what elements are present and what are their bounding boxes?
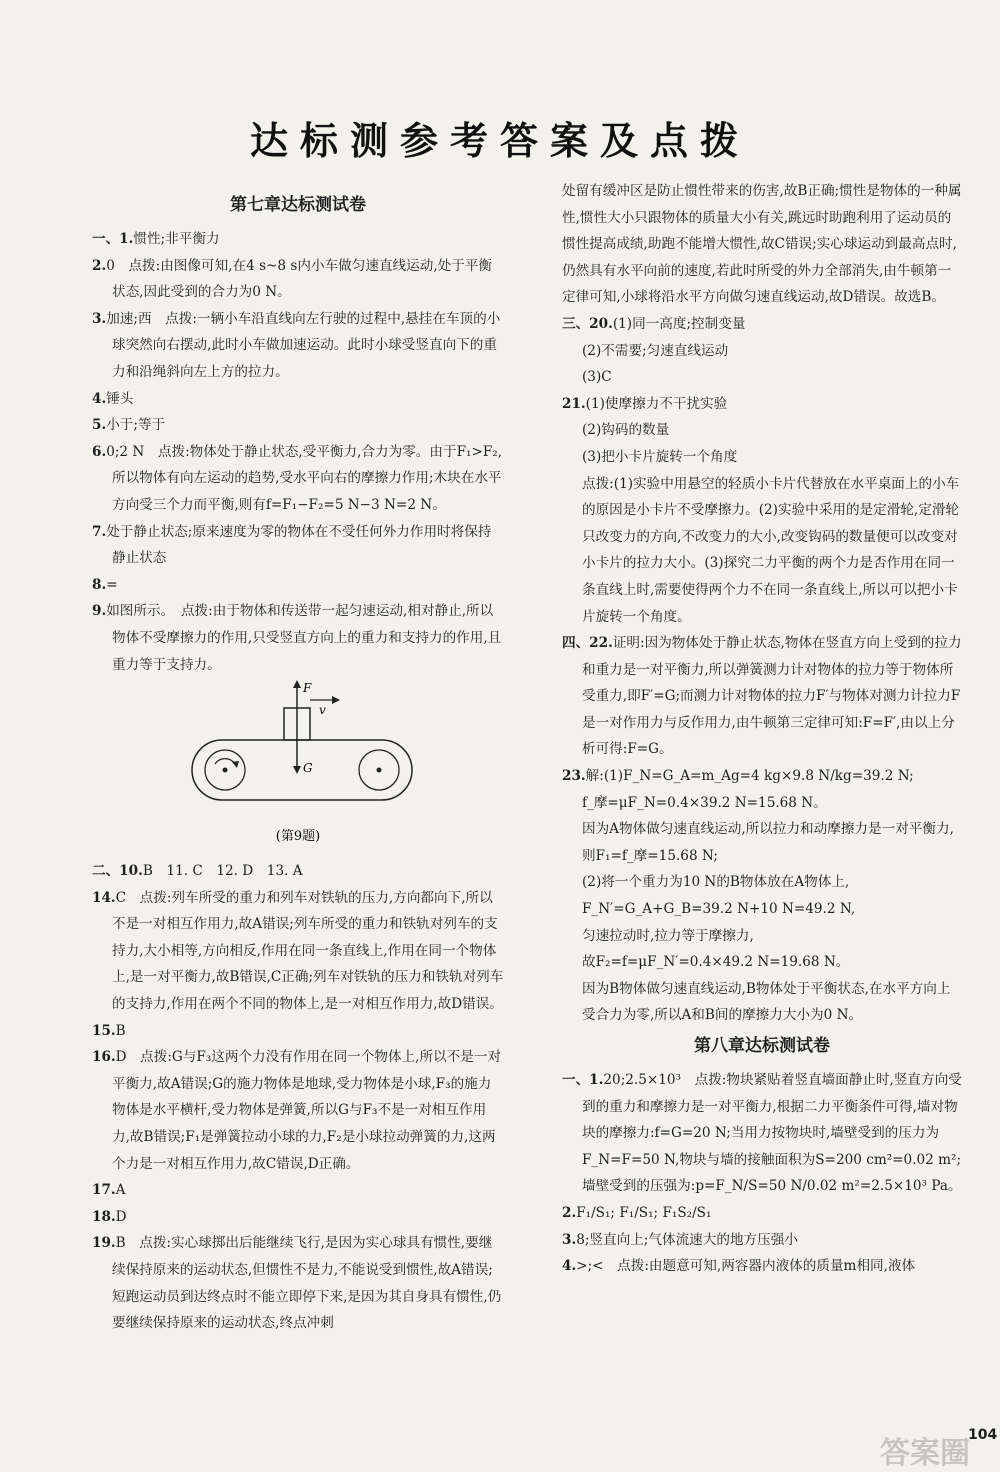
ch8-answer-item-text: F₁/S₁; F₁/S₁; F₁S₂/S₁ [576,1204,712,1221]
ch7-answer-item-text: 惯性;非平衡力 [133,231,220,247]
q23-line4: (2)将一个重力为10 N的B物体放在A物体上, [582,874,850,891]
figure-conveyor-belt [92,678,504,858]
q23-number: 23. [562,768,586,785]
ch7-answer-item [92,1204,504,1231]
ch7-answer-item [92,1018,504,1045]
section-title-ch7: 第七章达标测试卷 [230,195,366,215]
ch7-answer-item-number: 6. [92,443,107,460]
page-title: 达标测参考答案及点拨 [249,119,750,163]
ch7-answer-item [92,253,504,306]
roller-right-axle [377,768,382,773]
q23-line5: F_N′=G_A+G_B=39.2 N+10 N=49.2 N, [582,901,856,918]
label-g: G [303,761,313,776]
section-title-ch8: 第八章达标测试卷 [694,1036,830,1056]
ch7-answer-item-number: 9. [92,603,107,620]
ch7-answer-item [92,226,504,253]
ch7-answer-item-text: 加速;西 点拨:一辆小车沿直线向左行驶的过程中,悬挂在车顶的小球突然向右摆动,此时小车做加速运动。此时小球受竖直向下的重力和沿绳斜向左上方的拉力。 [106,310,501,380]
ch7-answer-item [92,412,504,439]
ch7-answer-item-text: B 11. C 12. D 13. A [142,863,303,880]
ch7-answer-item-text: D 点拨:G与F₃这两个力没有作用在同一个物体上,所以不是一对平衡力,故A错误;G的施力物体是地球,受力物体是小球,F₃的施力物体是水平横杆,受力物体是弹簧,所以G与F₃不是一对相互作用力,故B错误;F₁是弹簧拉动小球的力,F₂是小球拉动弹簧的力,这两个力是一对相互作用力,故C错误,D正确。 [112,1049,502,1172]
right-column [562,178,962,1280]
q21 [562,391,962,418]
ch7-answer-item-number: 2. [92,257,107,274]
ch7-answer-item [92,519,504,572]
ch7-answer-item-text: 处于静止状态;原来速度为零的物体在不受任何外力作用时将保持静止状态 [106,523,492,567]
ch7-answer-item [92,885,504,1018]
ch7-answer-item-text: = [106,576,118,593]
q21-number: 21. [562,395,586,412]
ch7-answer-item [92,386,504,413]
answer-list-ch7-part2 [92,858,504,1337]
rotation-arrow-icon [215,759,235,764]
answer-list-ch8 [562,1067,962,1280]
q23 [562,763,962,790]
force-f-arrowhead [293,680,301,688]
ch7-answer-item-text: C 点拨:列车所受的重力和列车对铁轨的压力,方向都向下,所以不是一对相互作用力,故A错误;列车所受的重力和铁轨对列车的支持力,大小相等,方向相反,作用在同一条直线上,作用在同一个物体上,是一对平衡力,故B错误,C正确;列车对铁轨的压力和铁轨对列车的支持力,作用在两个不同的物体上,是一对相互作用力,故D错误。 [112,889,504,1013]
ch8-answer-item [562,1067,962,1200]
q21-part3: (3)把小卡片旋转一个角度 [582,448,738,465]
q22-text: 证明:因为物体处于静止状态,物体在竖直方向上受到的拉力和重力是一对平衡力,所以弹簧测力计对物体的拉力等于物体所受重力,即F′=G;而测力计对物体的拉力F′与物体对测力计拉力F是一对作用力与反作用力,由牛顿第三定律可知:F=F′,由以上分析可得:F=G。 [582,635,962,758]
ch8-answer-item-number: 3. [562,1231,577,1248]
ch7-answer-item [92,858,504,885]
ch7-answer-item-text: 锤头 [106,390,134,407]
ch7-answer-item-text: D [115,1208,127,1225]
ch8-answer-item-text: 8;竖直向上;气体流速大的地方压强小 [576,1231,798,1248]
ch7-answer-item-text: B 点拨:实心球掷出后能继续飞行,是因为实心球具有惯性,要继续保持原来的运动状态,但惯性不是力,不能说受到惯性,故A错误;短跑运动员到达终点时不能立即停下来,是因为其自身具有惯性,仍要继续保持原来的运动状态,终点冲刺 [112,1235,502,1332]
q23-line1: 解:(1)F_N=G_A=m_Ag=4 kg×9.8 N/kg=39.2 N; [585,768,914,785]
ch8-answer-item-text: 20;2.5×10³ 点拨:物块紧贴着竖直墙面静止时,竖直方向受到的重力和摩擦力是一对平衡力,根据二力平衡条件可得,墙对物块的摩擦力:f=G=20 N;当用力按物块时,墙壁受到的压力为F_N=F=50 N,物块与墙的接触面积为S=200 cm²=0.02 m²;墙壁受到的压强为:p=F_N/S=50 N/0.02 m²=2.5×10³ Pa。 [582,1072,962,1195]
q21-note: 点拨:(1)实验中用悬空的轻质小卡片代替放在水平桌面上的小车的原因是小卡片不受摩擦力。(2)实验中采用的是定滑轮,定滑轮只改变力的方向,不改变力的大小,改变钩码的数量便可以改变对小卡片的拉力大小。(3)探究二力平衡的两个力是否作用在同一条直线上时,需要使得两个力不在同一条直线上,所以可以把小卡片旋转一个角度。 [582,475,960,625]
ch7-answer-item-text: B [115,1022,126,1039]
q20-part3: (3)C [582,369,612,386]
ch7-answer-item-number: 18. [92,1208,116,1225]
q22 [562,630,962,763]
rotation-arrowhead-icon [232,761,239,768]
ch8-answer-item-number: 2. [562,1204,577,1221]
conveyor-diagram [92,678,504,858]
ch7-answer-item-number: 16. [92,1049,116,1066]
force-g-arrowhead [293,766,301,774]
ch7-answer-item-number: 15. [92,1022,116,1039]
ch7-answer-item-number: 一、1. [92,231,134,247]
q22-number: 四、22. [562,635,613,652]
q20-part2: (2)不需要;匀速直线运动 [582,342,729,359]
q20 [562,311,962,338]
ch7-answer-item-number: 14. [92,889,116,906]
q20-number: 三、20. [562,315,613,332]
ch7-answer-item [92,572,504,599]
q23-line8: 因为B物体做匀速直线运动,B物体处于平衡状态,在水平方向上受合力为零,所以A和B间的摩擦力大小为0 N。 [582,980,951,1024]
ch7-answer-item-text: A [115,1182,126,1199]
q23-line7: 故F₂=f=μF_N′=0.4×49.2 N=19.68 N。 [582,954,850,971]
q20-part1: (1)同一高度;控制变量 [612,315,746,332]
q21-part2: (2)钩码的数量 [582,422,670,439]
ch7-answer-item-text: 如图所示。 点拨:由于物体和传送带一起匀速运动,相对静止,所以物体不受摩擦力的作用,只受竖直方向上的重力和支持力的作用,且重力等于支持力。 [106,603,502,673]
ch8-answer-item-text: >;< 点拨:由题意可知,两容器内液体的质量m相同,液体 [576,1258,916,1275]
ch7-answer-item [92,306,504,386]
ch8-answer-item-number: 4. [562,1258,577,1275]
q23-line6: 匀速拉动时,拉力等于摩擦力, [582,927,754,944]
belt-right-arc [382,740,412,800]
ch7-answer-item-number: 二、10. [92,863,143,880]
label-f: F [303,681,312,696]
ch7-answer-item [92,1177,504,1204]
q21-part1: (1)使摩擦力不干扰实验 [585,395,728,412]
answer-list-ch7-part1 [92,226,504,678]
ch8-answer-item [562,1253,962,1280]
velocity-arrowhead [332,696,340,704]
ch7-answer-item [92,1230,504,1336]
ch7-answer-item-number: 17. [92,1182,116,1199]
ch8-answer-item-number: 一、1. [562,1072,604,1088]
ch8-answer-item [562,1227,962,1254]
figure-caption: (第9题) [275,829,321,845]
ch7-answer-item-number: 5. [92,417,107,434]
page-number: 104 [968,1427,998,1443]
ch7-answer-item-text: 小于;等于 [106,417,166,434]
ch7-answer-item [92,439,504,519]
q23-line2: f_摩=μF_N=0.4×39.2 N=15.68 N。 [582,794,827,811]
ch7-answer-item-number: 19. [92,1235,116,1252]
ch7-answer-item-number: 4. [92,390,107,407]
ch7-answer-item-number: 8. [92,576,107,593]
ch7-answer-item-number: 7. [92,523,107,540]
q19-continuation: 处留有缓冲区是防止惯性带来的伤害,故B正确;惯性是物体的一种属性,惯性大小只跟物体的质量大小有关,跳远时助跑利用了运动员的惯性提高成绩,助跑不能增大惯性,故C错误;实心球运动到最高点时,仍然具有水平向前的速度,若此时所受的外力全部消失,由牛顿第一定律可知,小球将沿水平方向做匀速直线运动,故D错误。故选B。 [562,183,962,306]
ch8-answer-item [562,1200,962,1227]
ch7-answer-item-text: 0 点拨:由图像可知,在4 s~8 s内小车做匀速直线运动,处于平衡状态,因此受到的合力为0 N。 [106,257,493,301]
ch7-answer-item [92,1044,504,1177]
roller-left-axle [223,768,228,773]
ch7-answer-item-number: 3. [92,310,107,327]
ch7-answer-item [92,598,504,678]
left-column [92,188,504,1337]
belt-left-arc [192,740,222,800]
watermark-logo: 答案圈 [880,1436,970,1471]
q23-line3: 因为A物体做匀速直线运动,所以拉力和动摩擦力是一对平衡力,则F₁=f_摩=15.68 N; [582,821,954,864]
label-v: v [319,703,326,718]
ch7-answer-item-text: 0;2 N 点拨:物体处于静止状态,受平衡力,合力为零。由于F₁>F₂,所以物体有向左运动的趋势,受水平向右的摩擦力作用;木块在水平方向受三个力而平衡,则有f=F₁−F₂=5 N−3 N=2 N。 [106,443,503,513]
